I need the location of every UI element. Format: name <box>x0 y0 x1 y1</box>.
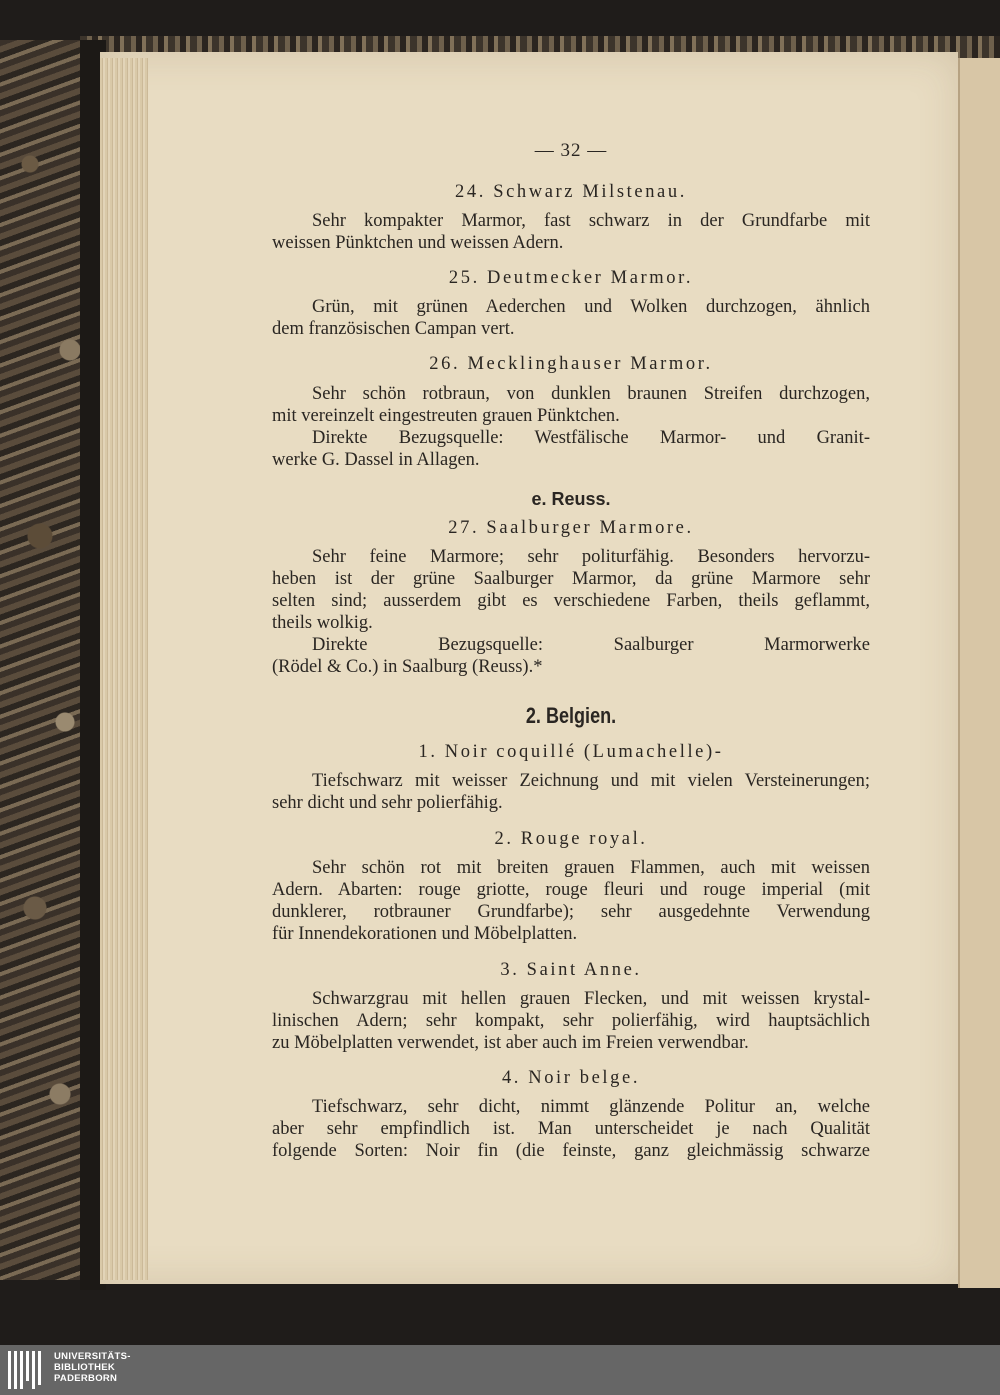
text-line: Sehr feine Marmore; sehr politurfähig. Besonders hervorzu- <box>312 547 870 567</box>
entry-heading: 24. Schwarz Milstenau. <box>455 182 687 202</box>
text-line: aber sehr empfindlich ist. Man unterscheidet je nach Qualität <box>272 1119 870 1139</box>
text-line: werke G. Dassel in Allagen. <box>272 450 480 470</box>
text-line: folgende Sorten: Noir fin (die feinste, ganz gleichmässig schwarze <box>272 1141 870 1161</box>
entry-heading: 3. Saint Anne. <box>500 960 642 980</box>
country-heading-wrap <box>272 705 870 729</box>
text-line: Tiefschwarz, sehr dicht, nimmt glänzende Politur an, welche <box>312 1097 870 1117</box>
text-line: Sehr schön rot mit breiten grauen Flammen, auch mit weissen <box>312 858 870 878</box>
text-line: Direkte Bezugsquelle: Saalburger Marmorwerke <box>312 635 870 655</box>
opposite-page-edge <box>958 58 1000 1288</box>
text-line: mit vereinzelt eingestreuten grauen Pünktchen. <box>272 406 620 426</box>
page-number: — 32 — <box>534 140 608 161</box>
entry-heading: 27. Saalburger Marmore. <box>448 518 694 538</box>
text-line: sehr dicht und sehr polierfähig. <box>272 793 503 813</box>
page-stack-edges <box>100 58 148 1280</box>
entry-heading: 4. Noir belge. <box>501 1068 641 1088</box>
text-line: theils wolkig. <box>272 613 373 633</box>
entry-heading: 26. Mecklinghauser Marmor. <box>429 354 713 374</box>
text-line: weissen Pünktchen und weissen Adern. <box>272 233 564 253</box>
country-heading: 2. Belgien. <box>525 703 617 728</box>
text-line: Sehr kompakter Marmor, fast schwarz in der Grundfarbe mit <box>312 211 870 231</box>
library-name-line: PADERBORN <box>54 1373 118 1384</box>
text-line: Grün, mit grünen Aederchen und Wolken durchzogen, ähnlich <box>312 297 870 317</box>
entry-heading: 2. Rouge royal. <box>494 829 648 849</box>
text-line: Adern. Abarten: rouge griotte, rouge fleuri und rouge imperial (mit <box>272 880 870 900</box>
library-logo-icon <box>8 1351 44 1389</box>
library-name-line: UNIVERSITÄTS- <box>54 1351 131 1362</box>
text-line: linischen Adern; sehr kompakt, sehr polierfähig, wird hauptsächlich <box>272 1011 870 1031</box>
text-line: (Rödel & Co.) in Saalburg (Reuss).* <box>272 657 543 677</box>
entry-heading: 25. Deutmecker Marmor. <box>448 268 694 288</box>
library-name <box>54 1351 131 1384</box>
text-line: Direkte Bezugsquelle: Westfälische Marmor- und Granit- <box>312 428 870 448</box>
text-line: zu Möbelplatten verwendet, ist aber auch im Freien verwendbar. <box>272 1033 749 1053</box>
text-line: dem französischen Campan vert. <box>272 319 515 339</box>
text-line: für Innendekorationen und Möbelplatten. <box>272 924 578 944</box>
text-line: heben ist der grüne Saalburger Marmor, da grüne Marmore sehr <box>272 569 870 589</box>
text-line: Tiefschwarz mit weisser Zeichnung und mit vielen Versteinerungen; <box>312 771 870 791</box>
library-name-line: BIBLIOTHEK <box>54 1362 116 1373</box>
text-line: dunklerer, rotbrauner Grundfarbe); sehr ausgedehnte Verwendung <box>272 902 870 922</box>
text-line: Schwarzgrau mit hellen grauen Flecken, und mit weissen krystal- <box>312 989 870 1009</box>
entry-heading: 1. Noir coquillé (Lumachelle)- <box>418 742 724 762</box>
text-line: Sehr schön rotbraun, von dunklen braunen Streifen durchzogen, <box>312 384 870 404</box>
library-footer <box>0 1345 1000 1395</box>
section-heading: e. Reuss. <box>531 489 611 509</box>
text-line: selten sind; ausserdem gibt es verschiedene Farben, theils geflammt, <box>272 591 870 611</box>
